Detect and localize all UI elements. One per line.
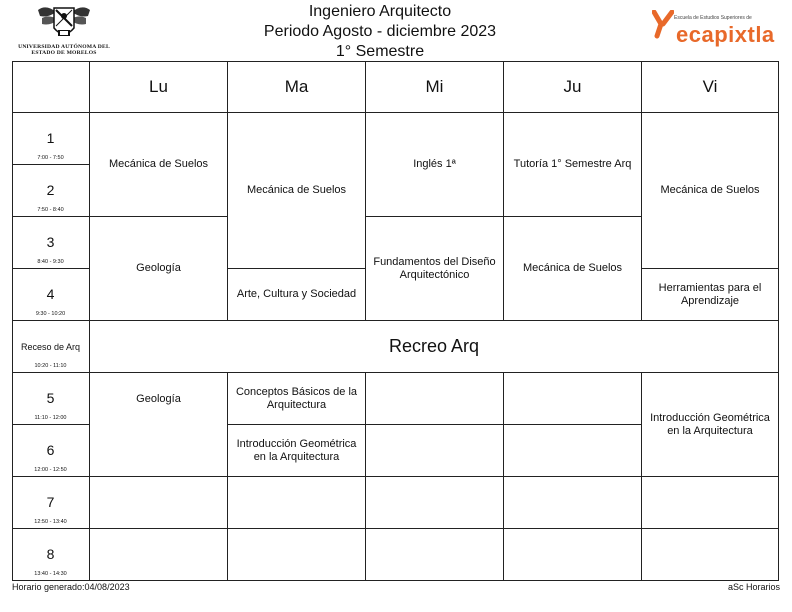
title-semester: 1° Semestre: [335, 43, 425, 60]
school-logo: [652, 8, 776, 48]
day-header-vi: Vi: [702, 77, 718, 96]
grid-border-right: [778, 61, 779, 581]
period-3-number: 3: [46, 234, 55, 250]
period-2-time: 7:50 - 8:40: [37, 207, 64, 213]
timetable-grid: [12, 61, 779, 581]
time-line-6: [12, 424, 89, 425]
class-ma-conceptos-basicos: Conceptos Básicos de la Arquitectura: [235, 385, 358, 411]
time-line-4: [12, 268, 89, 269]
period-3-time: 8:40 - 9:30: [37, 259, 64, 265]
row-line-8: [12, 528, 779, 529]
day-header-ju: Ju: [563, 77, 582, 96]
recess-banner: Recreo Arq: [388, 336, 480, 356]
class-ma-introduccion-geometrica: Introducción Geométrica en la Arquitectura: [236, 437, 357, 463]
school-name-small: Escuela de Estudios Superiores de: [674, 15, 752, 21]
grid-border-bottom: [12, 580, 779, 581]
class-mi-ingles: Inglés 1ª: [413, 158, 456, 170]
period-8-number: 8: [46, 546, 55, 562]
university-name-line1: UNIVERSIDAD AUTÓNOMA DEL: [18, 44, 110, 50]
class-ma-arte-cultura-sociedad: Arte, Cultura y Sociedad: [236, 288, 357, 300]
school-logo-icon: [652, 10, 674, 40]
day-header-mi: Mi: [425, 77, 444, 96]
recess-period-time: 10:20 - 11:10: [34, 363, 67, 369]
class-ju-tutoria: Tutoría 1° Semestre Arq: [513, 158, 632, 170]
day-header-lu: Lu: [149, 77, 168, 96]
class-vi-herramientas-aprendizaje: Herramientas para el Aprendizaje: [658, 281, 762, 307]
software-credit: aSc Horarios: [727, 582, 780, 592]
university-name-line2: ESTADO DE MORELOS: [31, 50, 97, 56]
mi-line-6: [365, 424, 503, 425]
period-5-number: 5: [46, 390, 55, 406]
page-title: [200, 2, 560, 62]
period-1-number: 1: [46, 130, 55, 146]
col-line-mi-bottom: [365, 373, 366, 581]
class-lu-geologia-2: Geología: [136, 392, 181, 405]
title-period: Periodo Agosto - diciembre 2023: [263, 23, 497, 40]
row-line-7: [12, 476, 779, 477]
university-crest-icon: [34, 4, 94, 44]
ju-line-6: [503, 424, 641, 425]
period-4-time: 9:30 - 10:20: [35, 311, 66, 317]
school-name-brand: ecapixtla: [676, 22, 775, 47]
period-7-time: 12:50 - 13:40: [34, 519, 67, 525]
class-lu-geologia: Geología: [136, 262, 181, 274]
period-8-time: 13:40 - 14:30: [34, 571, 67, 577]
class-mi-fundamentos-diseno: Fundamentos del Diseño Arquitectónico: [373, 255, 496, 281]
period-1-time: 7:00 - 7:50: [37, 155, 64, 161]
period-7-number: 7: [46, 494, 55, 510]
col-line-ju-bottom: [503, 373, 504, 581]
title-program: Ingeniero Arquitecto: [308, 3, 452, 20]
recess-period-label: Receso de Arq: [20, 342, 81, 352]
period-6-number: 6: [46, 442, 55, 458]
period-4-number: 4: [46, 286, 55, 302]
period-5-time: 11:10 - 12:00: [34, 415, 67, 421]
class-vi-mecanica-de-suelos: Mecánica de Suelos: [660, 184, 760, 196]
class-vi-introduccion-geometrica: Introducción Geométrica en la Arquitectura: [650, 411, 770, 437]
generated-date: Horario generado:04/08/2023: [12, 582, 130, 592]
period-2-number: 2: [46, 182, 55, 198]
class-ju-mecanica-de-suelos: Mecánica de Suelos: [522, 262, 623, 274]
time-line-2: [12, 164, 89, 165]
header: [0, 0, 792, 62]
class-ma-mecanica-de-suelos: Mecánica de Suelos: [246, 184, 347, 196]
time-line-3: [12, 216, 89, 217]
class-lu-mecanica-de-suelos: Mecánica de Suelos: [108, 158, 209, 170]
day-header-ma: Ma: [284, 77, 309, 96]
university-logo: [14, 4, 114, 62]
period-6-time: 12:00 - 12:50: [34, 467, 67, 473]
